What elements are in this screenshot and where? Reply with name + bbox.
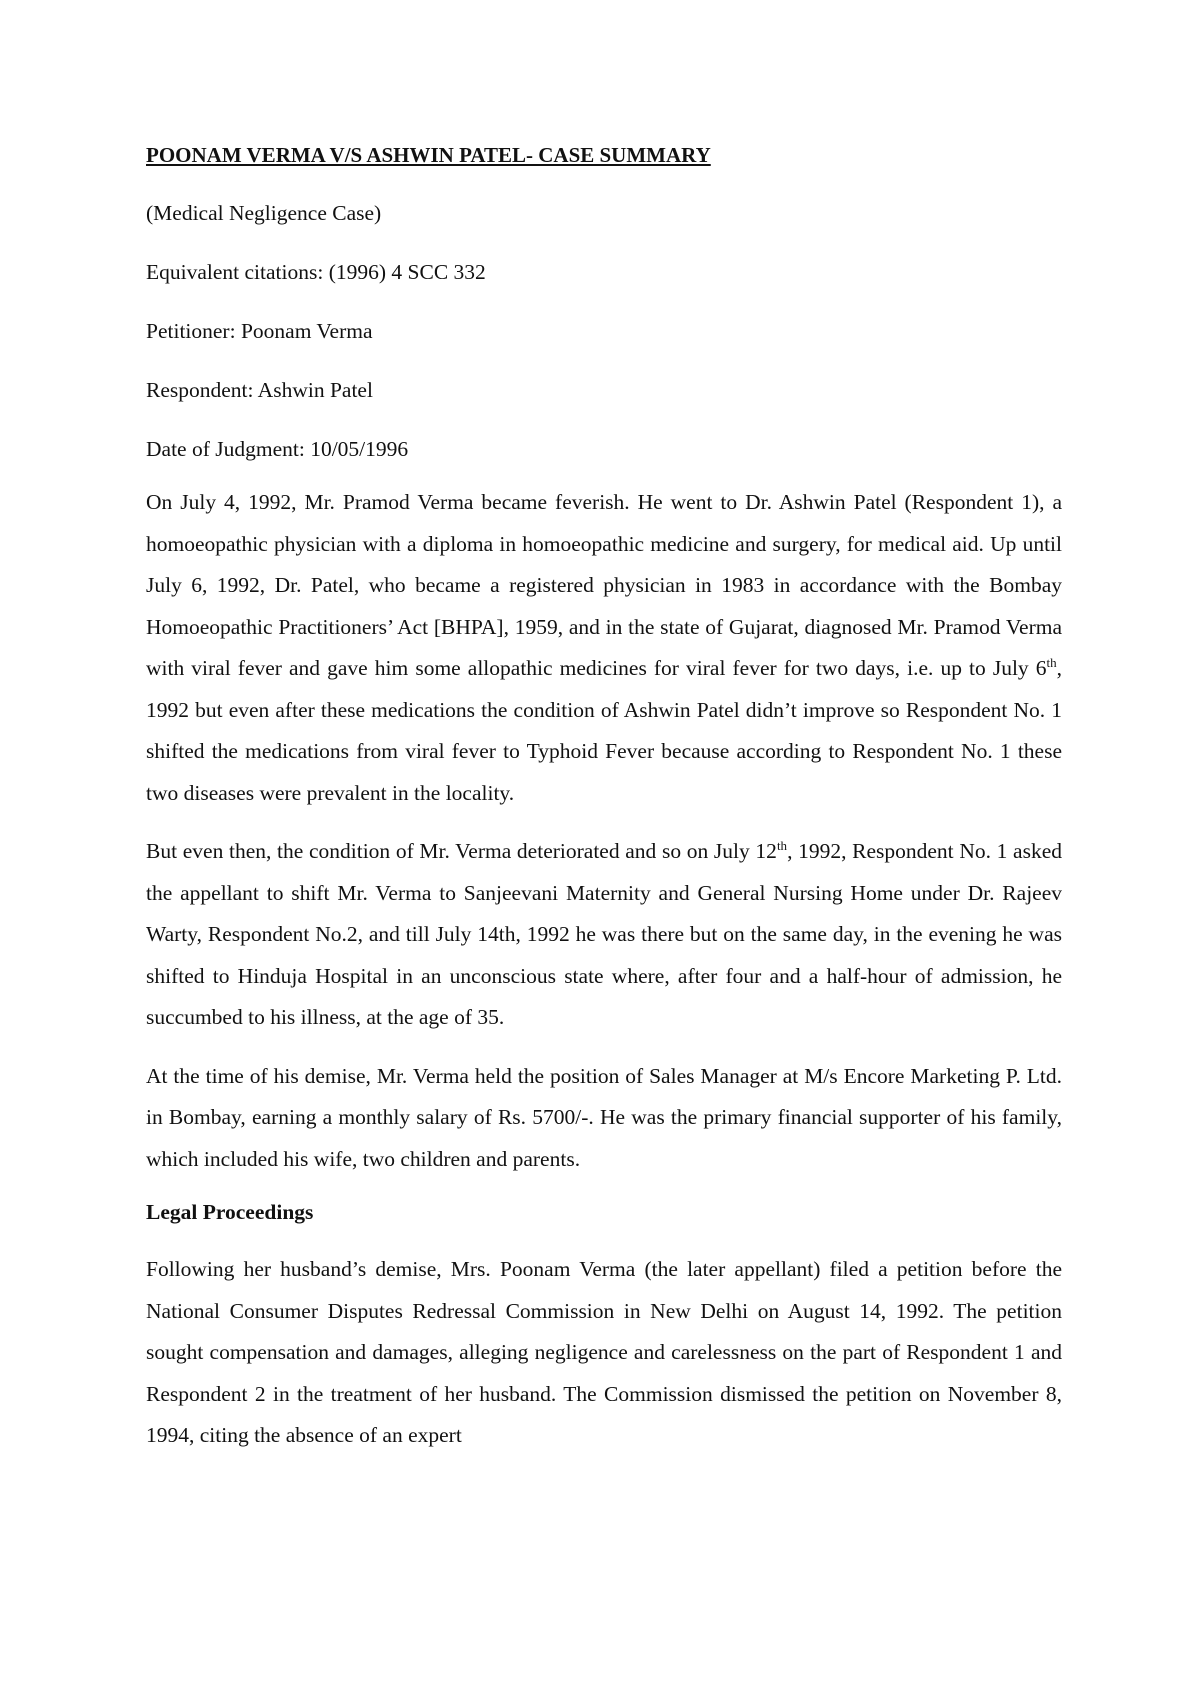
- respondent: Respondent: Ashwin Patel: [146, 378, 373, 402]
- citations: Equivalent citations: (1996) 4 SCC 332: [146, 260, 486, 284]
- legal-proceedings-heading: Legal Proceedings: [146, 1200, 314, 1224]
- facts-paragraph-2: But even then, the condition of Mr. Verma deteriorated and so on July 12th, 1992, Respondent No. 1 asked the appellant to shift Mr. Verma to Sanjeevani Maternity and General Nursing Home under Dr. Rajeev Warty, Respondent No.2, and till July 14th, 1992 he was there but on the same day, in the evening he was shifted to Hinduja Hospital in an unconscious state where, after four and a half-hour of admission, he succumbed to his illness, at the age of 35.: [146, 837, 1063, 1029]
- document-title: POONAM VERMA V/S ASHWIN PATEL- CASE SUMMARY: [146, 143, 711, 167]
- facts-paragraph-1: On July 4, 1992, Mr. Pramod Verma became feverish. He went to Dr. Ashwin Patel (Respondent 1), a homoeopathic physician with a diploma in homoeopathic medicine and surgery, for medical aid. Up until July 6, 1992, Dr. Patel, who became a registered physician in 1983 in accordance with the Bombay Homoeopathic Practitioners’ Act [BHPA], 1959, and in the state of Gujarat, diagnosed Mr. Pramod Verma with viral fever and gave him some allopathic medicines for viral fever for two days, i.e. up to July 6th, 1992 but even after these medications the condition of Ashwin Patel didn’t improve so Respondent No. 1 shifted the medications from viral fever to Typhoid Fever because according to Respondent No. 1 these two diseases were prevalent in the locality.: [146, 490, 1062, 805]
- facts-paragraph-3: At the time of his demise, Mr. Verma held the position of Sales Manager at M/s Encore Marketing P. Ltd. in Bombay, earning a monthly salary of Rs. 5700/-. He was the primary financial supporter of his family, which included his wife, two children and parents.: [146, 1063, 1062, 1171]
- case-type: (Medical Negligence Case): [146, 201, 382, 225]
- document-page: [146, 140, 1062, 1474]
- judgment-date: Date of Judgment: 10/05/1996: [146, 437, 409, 461]
- petitioner: Petitioner: Poonam Verma: [146, 319, 373, 343]
- legal-paragraph-1: Following her husband’s demise, Mrs. Poonam Verma (the later appellant) filed a petition before the National Consumer Disputes Redressal Commission in New Delhi on August 14, 1992. The petition sought compensation and damages, alleging negligence and carelessness on the part of Respondent 1 and Respondent 2 in the treatment of her husband. The Commission dismissed the petition on November 8, 1994, citing the absence of an expert: [146, 1257, 1062, 1447]
